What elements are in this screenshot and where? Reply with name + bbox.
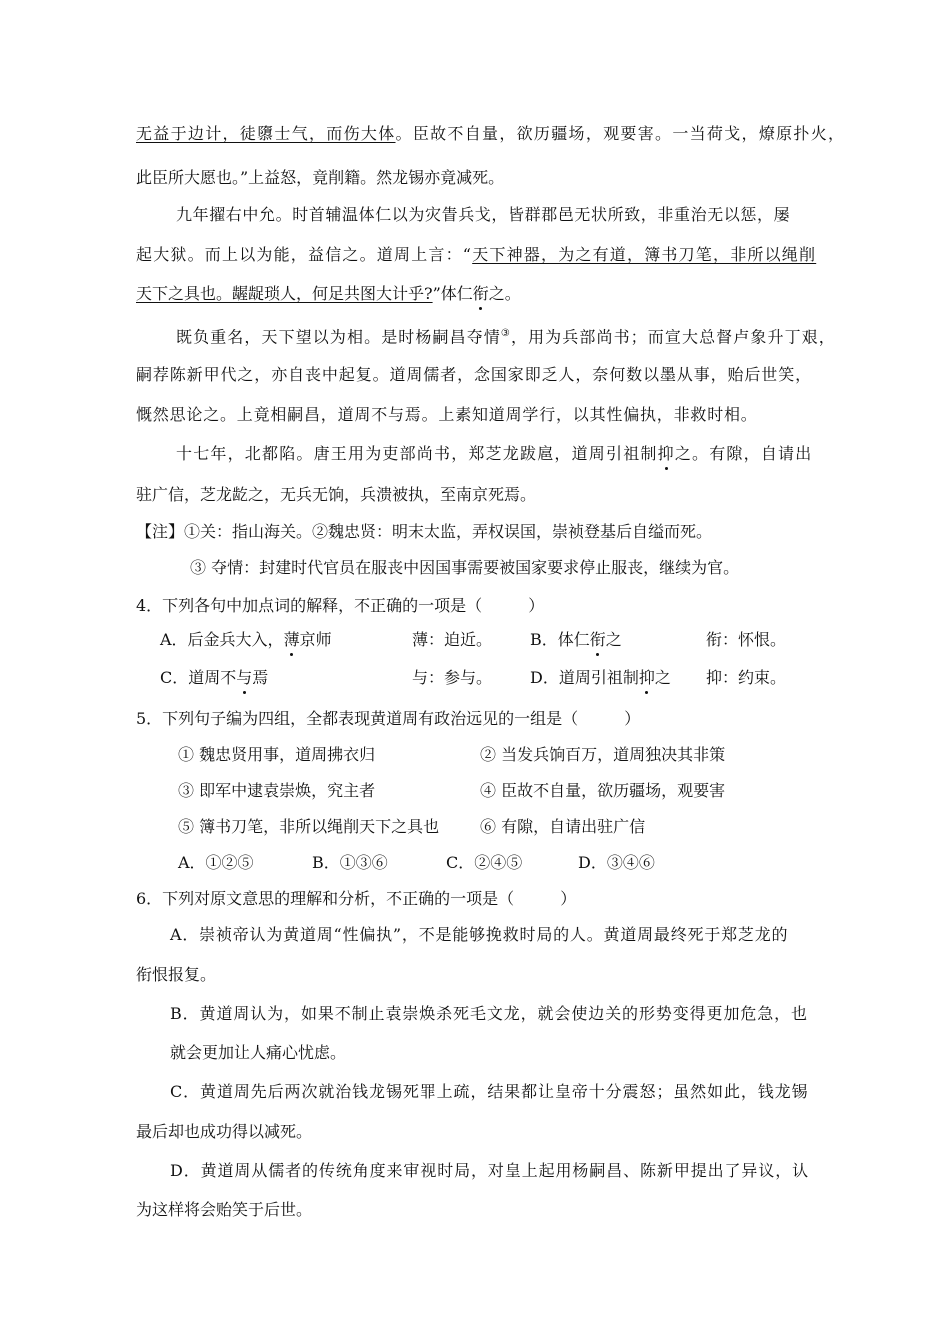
question-6-stem: 6．下列对原文意思的理解和分析，不正确的一项是（ ） [136, 889, 577, 908]
dotted-char: 薄 [283, 630, 300, 649]
q6-option-c-cont: 最后却也成功得以减死。 [136, 1122, 313, 1141]
q4-option-d-answer: 抑：约束。 [706, 668, 787, 687]
q5-sentence-5: ⑤ 簿书刀笔，非所以绳削天下之具也 [178, 817, 440, 836]
q6-option-c: C．黄道周先后两次就治钱龙锡死罪上疏，结果都让皇帝十分震怒；虽然如此，钱龙锡 [170, 1082, 809, 1101]
note-line: 【注】①关：指山海关。②魏忠贤：明末太监，弄权误国，崇祯登基后自缢而死。 [136, 522, 713, 541]
q6-option-a-cont: 衔恨报复。 [136, 965, 217, 984]
q5-sentence-6: ⑥ 有隙，自请出驻广信 [480, 817, 646, 836]
footnote-marker: ③ [500, 328, 511, 339]
q5-option-d: D．③④⑥ [578, 853, 655, 872]
q5-option-b: B．①③⑥ [312, 853, 388, 872]
passage-line: 十七年，北都陷。唐王用为吏部尚书，郑芝龙跋扈，道周引祖制抑之。有隙，自请出 [176, 444, 813, 463]
passage-line: 九年擢右中允。时首辅温体仁以为灾眚兵戈，皆群郡邑无状所致，非重治无以惩，屡 [176, 205, 791, 224]
q4-option-b: B．体仁衔之 [530, 630, 622, 649]
passage-line: 起大狱。而上以为能，益信之。道周上言：“天下神器，为之有道，簿书刀笔，非所以绳削 [136, 245, 817, 264]
q5-sentence-1: ① 魏忠贤用事，道周拂衣归 [178, 745, 376, 764]
q5-sentence-4: ④ 臣故不自量，欲历疆场，观要害 [480, 781, 726, 800]
dotted-char: 抑 [657, 444, 675, 463]
q4-option-c-answer: 与：参与。 [412, 668, 493, 687]
note-label: 【注】 [136, 522, 185, 541]
passage-line: 驻广信，芝龙龁之，无兵无饷，兵溃被执，至南京死焉。 [136, 485, 537, 504]
q4-option-a: A．后金兵大入，薄京师 [160, 630, 332, 649]
dotted-char: 衔 [589, 630, 606, 649]
q4-option-d: D．道周引祖制抑之 [530, 668, 671, 687]
q6-option-d: D．黄道周从儒者的传统角度来审视时局，对皇上起用杨嗣昌、陈新甲提出了异议，认 [170, 1161, 810, 1180]
q6-option-b: B．黄道周认为，如果不制止袁崇焕杀死毛文龙，就会使边关的形势变得更加危急，也 [170, 1004, 808, 1023]
dotted-char: 衔 [472, 284, 489, 303]
passage-line: 慨然思论之。上竟相嗣昌，道周不与焉。上素知道周学行，以其性偏执，非救时相。 [136, 405, 758, 424]
q6-option-d-cont: 为这样将会贻笑于后世。 [136, 1200, 313, 1219]
passage-line: 此臣所大愿也。”上益怒，竟削籍。然龙锡亦竟减死。 [136, 168, 505, 187]
q5-option-c: C．②④⑤ [446, 853, 523, 872]
dotted-char: 抑 [638, 668, 655, 687]
q6-option-b-cont: 就会更加让人痛心忧虑。 [170, 1043, 347, 1062]
q5-sentence-3: ③ 即军中逮袁崇焕，究主者 [178, 781, 376, 800]
underlined-sentence: 无益于边计，徒隳士气，而伤大体 [136, 124, 396, 143]
q6-option-a: A．崇祯帝认为黄道周“性偏执”，不是能够挽救时局的人。黄道周最终死于郑芝龙的 [170, 925, 789, 944]
q5-option-a: A．①②⑤ [178, 853, 254, 872]
passage-line: 天下之具也。龌龊琐人，何足共图大计乎?”体仁衔之。 [136, 284, 521, 303]
question-5-stem: 5．下列句子编为四组，全都表现黄道周有政治远见的一组是（ ） [136, 709, 641, 728]
underlined-sentence: 天下之具也。龌龊琐人，何足共图大计乎? [136, 284, 433, 303]
q4-option-a-answer: 薄：迫近。 [412, 630, 493, 649]
passage-line: 既负重名，天下望以为相。是时杨嗣昌夺情③，用为兵部尚书；而宣大总督卢象升丁艰， [176, 327, 836, 347]
question-4-stem: 4．下列各句中加点词的解释，不正确的一项是（ ） [136, 596, 545, 615]
passage-line: 无益于边计，徒隳士气，而伤大体。臣故不自量，欲历疆场，观要害。一当荷戈，燎原扑火， [136, 124, 846, 143]
q5-sentence-2: ② 当发兵饷百万，道周独决其非策 [480, 745, 726, 764]
q4-option-b-answer: 衔：怀恨。 [706, 630, 787, 649]
note-line: ③ 夺情：封建时代官员在服丧中因国事需要被国家要求停止服丧，继续为官。 [190, 558, 740, 577]
underlined-sentence: 天下神器，为之有道，簿书刀笔，非所以绳削 [472, 245, 817, 264]
dotted-char: 与 [236, 668, 253, 687]
q4-option-c: C．道周不与焉 [160, 668, 269, 687]
passage-line: 嗣荐陈新甲代之，亦自丧中起复。道周儒者，念国家即乏人，奈何数以墨从事，贻后世笑， [136, 365, 813, 384]
